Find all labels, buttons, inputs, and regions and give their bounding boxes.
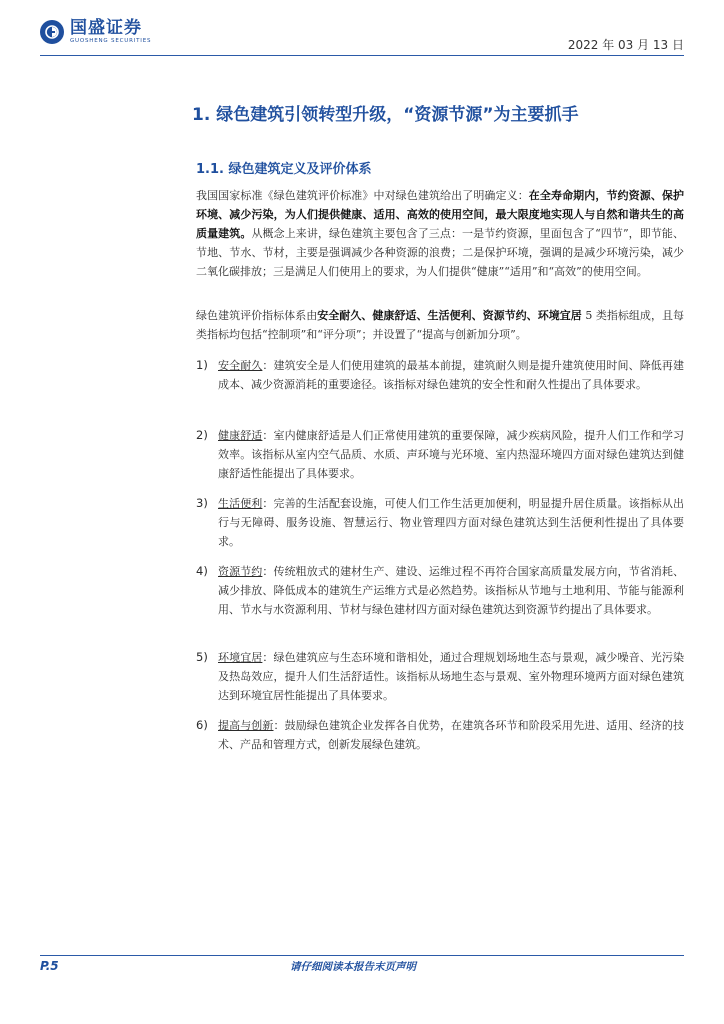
list-item <box>196 716 684 754</box>
list-item <box>196 494 684 551</box>
logo-name-cn: 国盛证券 <box>70 18 142 38</box>
section-heading: 1. 绿色建筑引领转型升级，“资源节源”为主要抓手 <box>192 105 579 125</box>
logo-name-en: GUOSHENG SECURITIES <box>70 38 152 44</box>
logo-emblem-icon <box>40 20 64 44</box>
paragraph-text: 从概念上来讲，绿色建筑主要包含了三点：一是节约资源，里面包含了“四节”，即节能、节地、节水、节材，主要是强调减少各种资源的浪费；二是保护环境，强调的是减少环境污染，减少二氧化碳排放；三是满足人们使用上的要求，为人们提供“健康”“适用”和“高效”的使用空间。 <box>196 227 685 278</box>
list-item-text: ：鼓励绿色建筑企业发挥各自优势，在建筑各环节和阶段采用先进、适用、经济的技术、产品和管理方式，创新发展绿色建筑。 <box>218 719 685 751</box>
paragraph-bold-text: 在全寿命期内，节约资源、保护环境、减少污染，为人们提供健康、适用、高效的使用空间，最大限度地实现人与自然和谐共生的高质量建筑。 <box>196 189 685 240</box>
list-item <box>196 356 684 394</box>
list-item-term: 生活便利 <box>218 497 263 510</box>
list-item-text: ：建筑安全是人们使用建筑的最基本前提，建筑耐久则是提升建筑使用时间、降低再建成本、减少资源消耗的重要途径。该指标对绿色建筑的安全性和耐久性提出了具体要求。 <box>218 359 684 391</box>
list-item-number: 4) <box>196 564 208 578</box>
list-item <box>196 562 684 619</box>
list-item-term: 提高与创新 <box>218 719 274 732</box>
list-item-text: ：室内健康舒适是人们正常使用建筑的重要保障，减少疾病风险，提升人们工作和学习效率。该指标从室内空气品质、水质、声环境与光环境、室内热湿环境四方面对绿色建筑达到健康舒适性能提出了具体要求。 <box>218 429 684 480</box>
header-divider <box>40 55 684 56</box>
list-item-term: 健康舒适 <box>218 429 263 442</box>
paragraph-text: 5 类指标组成，且每类指标均包括“控制项”和“评分项”；并设置了“提高与创新加分项”。 <box>196 309 684 341</box>
definition-paragraph <box>196 186 684 281</box>
list-item-number: 6) <box>196 718 208 732</box>
list-item-term: 环境宜居 <box>218 651 263 664</box>
list-item-number: 5) <box>196 650 208 664</box>
list-item <box>196 648 684 705</box>
list-item-term: 资源节约 <box>218 565 263 578</box>
list-item-number: 1) <box>196 358 208 372</box>
paragraph-text: 我国国家标准《绿色建筑评价标准》中对绿色建筑给出了明确定义： <box>196 189 529 202</box>
list-item-text: ：绿色建筑应与生态环境和谐相处，通过合理规划场地生态与景观，减少噪音、光污染及热岛效应，提升人们生活舒适性。该指标从场地生态与景观、室外物理环境两方面对绿色建筑达到环境宜居性能提出了具体要求。 <box>218 651 684 702</box>
subsection-heading: 1.1. 绿色建筑定义及评价体系 <box>196 162 372 177</box>
paragraph-bold-text: 安全耐久、健康舒适、生活便利、资源节约、环境宜居 <box>317 309 582 322</box>
list-item-text: ：传统粗放式的建材生产、建设、运维过程不再符合国家高质量发展方向，节省消耗、减少排放、降低成本的建筑生产运维方式是必然趋势。该指标从节地与土地利用、节能与能源利用、节水与水资源利用、节材与绿色建材四方面对绿色建筑达到资源节约提出了具体要求。 <box>218 565 684 616</box>
list-item <box>196 426 684 483</box>
page-number: P.5 <box>40 959 59 973</box>
page-header <box>0 0 724 60</box>
paragraph-text: 绿色建筑评价指标体系由 <box>196 309 318 322</box>
report-date: 2022 年 03 月 13 日 <box>567 38 684 52</box>
footer-disclaimer: 请仔细阅读本报告末页声明 <box>290 961 416 973</box>
company-logo <box>40 20 151 45</box>
footer-divider <box>40 955 684 956</box>
list-item-term: 安全耐久 <box>218 359 263 372</box>
list-item-number: 3) <box>196 496 208 510</box>
list-item-number: 2) <box>196 428 208 442</box>
index-system-paragraph <box>196 306 684 344</box>
list-item-text: ：完善的生活配套设施，可使人们工作生活更加便利，明显提升居住质量。该指标从出行与无障碍、服务设施、智慧运行、物业管理四方面对绿色建筑达到生活便利性提出了具体要求。 <box>218 497 684 548</box>
